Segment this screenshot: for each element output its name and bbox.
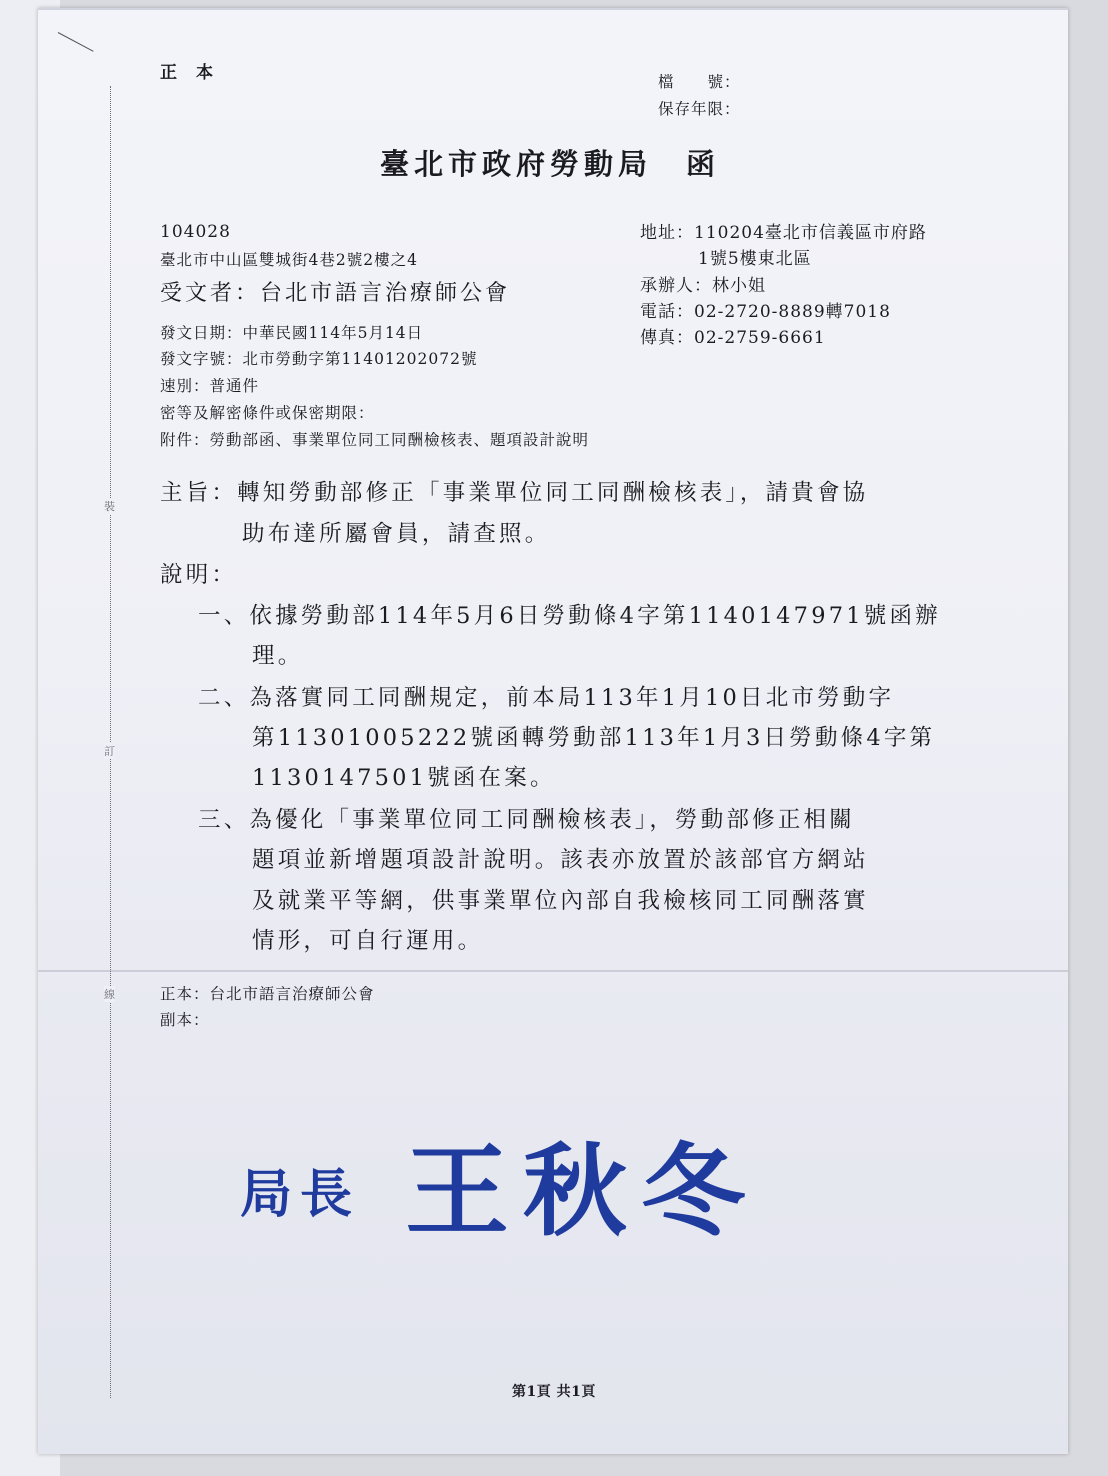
receiver: 受文者：台北市語言治療師公會 [160, 281, 511, 306]
delivery-speed: 速別：普通件 [160, 377, 260, 395]
page-number: 第1頁 共1頁 [512, 1384, 596, 1400]
explanation-item-1-line-2: 理。 [252, 643, 304, 669]
explanation-item-3-line-3: 及就業平等網，供事業單位內部自我檢核同工同酬落實 [252, 888, 869, 914]
explanation-item-3-line-4: 情形，可自行運用。 [252, 928, 484, 954]
postal-code: 104028 [160, 222, 231, 242]
document-number: 發文字號：北市勞動字第11401202072號 [160, 350, 478, 368]
subject-line-1: 主旨：轉知勞動部修正「事業單位同工同酬檢核表」，請貴會協 [160, 480, 869, 506]
explanation-item-2-line-1: 二、為落實同工同酬規定，前本局113年1月10日北市勞動字 [198, 685, 895, 711]
subject-line-2: 助布達所屬會員，請查照。 [242, 521, 551, 547]
binding-mark-bind: 裝 [104, 500, 115, 513]
explanation-item-3-line-2: 題項並新增題項設計說明。該表亦放置於該部官方網站 [252, 847, 869, 873]
signature-name: 王秋冬 [405, 1132, 760, 1251]
contact-person: 承辦人：林小姐 [640, 276, 766, 296]
binding-mark-staple: 訂 [104, 745, 115, 758]
retention-period-label: 保存年限： [658, 100, 741, 118]
copy-type-label: 正 本 [160, 63, 214, 83]
explanation-item-2-line-3: 1130147501號函在案。 [252, 765, 556, 791]
sender-address-line1: 地址：110204臺北市信義區市府路 [640, 223, 927, 243]
attachments: 附件：勞動部函、事業單位同工同酬檢核表、題項設計說明 [160, 431, 590, 449]
sender-address-line2: 1號5樓東北區 [698, 249, 812, 269]
explanation-heading: 說明： [160, 562, 238, 588]
recipient-address: 臺北市中山區雙城街4巷2號2樓之4 [160, 251, 418, 269]
document-title: 臺北市政府勞動局 函 [380, 147, 721, 181]
original-recipient: 正本：台北市語言治療師公會 [160, 985, 375, 1003]
binding-mark-line: 線 [104, 988, 115, 1001]
phone-number: 電話：02-2720-8889轉7018 [640, 302, 891, 322]
explanation-item-3-line-1: 三、為優化「事業單位同工同酬檢核表」，勞動部修正相關 [198, 807, 855, 833]
explanation-item-1-line-1: 一、依據勞動部114年5月6日勞動條4字第1140147971號函辦 [198, 603, 941, 629]
paper-fold [38, 970, 1068, 972]
paper-edge [38, 8, 1068, 10]
issue-date: 發文日期：中華民國114年5月14日 [160, 324, 424, 342]
fax-number: 傳真：02-2759-6661 [640, 328, 826, 348]
corner-mark [58, 32, 94, 52]
secrecy-level: 密等及解密條件或保密期限： [160, 404, 375, 422]
file-number-label: 檔 號： [658, 73, 741, 91]
copy-recipient: 副本： [160, 1011, 210, 1029]
signature-title: 局長 [240, 1164, 361, 1225]
explanation-item-2-line-2: 第11301005222號函轉勞動部113年1月3日勞動條4字第 [252, 725, 936, 751]
binding-line [110, 86, 111, 1398]
